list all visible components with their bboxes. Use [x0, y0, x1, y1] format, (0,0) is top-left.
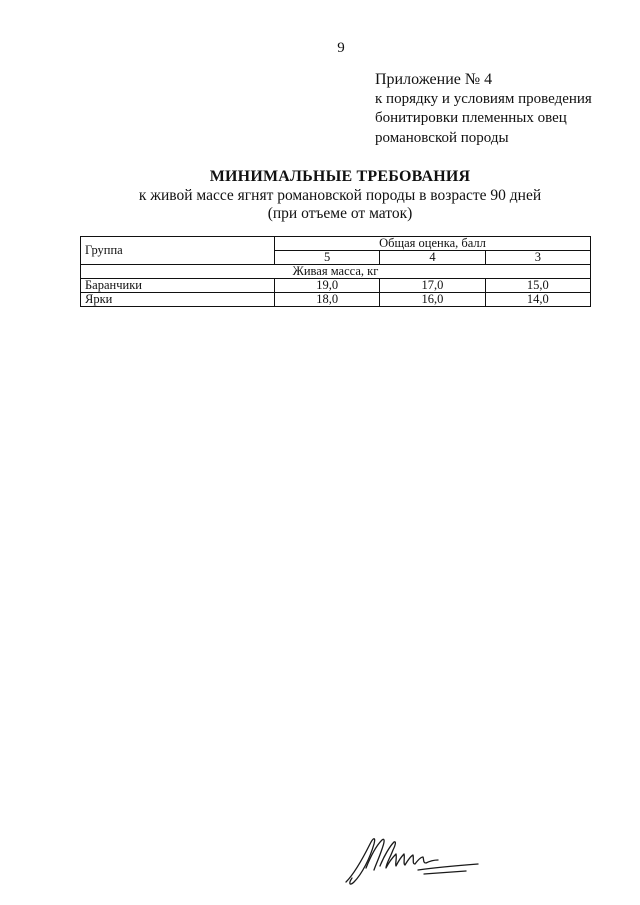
score-cell: 3 — [485, 251, 590, 265]
table-header-row — [81, 237, 591, 251]
score-header-cell: Общая оценка, балл — [275, 237, 591, 251]
value-cell: 17,0 — [380, 279, 485, 293]
value-cell: 18,0 — [275, 293, 380, 307]
group-cell: Ярки — [81, 293, 275, 307]
score-cell: 5 — [275, 251, 380, 265]
value-cell: 16,0 — [380, 293, 485, 307]
title-block — [60, 167, 620, 223]
value-cell: 15,0 — [485, 279, 590, 293]
document-title: МИНИМАЛЬНЫЕ ТРЕБОВАНИЯ — [209, 168, 471, 185]
group-cell: Баранчики — [81, 279, 275, 293]
table-row — [81, 279, 591, 293]
page-number: 9 — [337, 40, 345, 56]
group-header-cell: Группа — [81, 237, 275, 265]
table-row — [81, 293, 591, 307]
requirements-table — [80, 236, 591, 307]
signature — [340, 830, 490, 895]
value-cell: 14,0 — [485, 293, 590, 307]
appendix-line: к порядку и условиям проведения — [375, 90, 592, 107]
signature-icon — [340, 830, 490, 890]
appendix-line: Приложение № 4 — [375, 71, 493, 88]
appendix-line: романовской породы — [375, 129, 509, 146]
table-mass-header-row — [81, 265, 591, 279]
document-subtitle: к живой массе ягнят романовской породы в возрасте 90 дней — [138, 187, 542, 204]
document-subtitle: (при отъеме от маток) — [267, 205, 413, 222]
score-cell: 4 — [380, 251, 485, 265]
appendix-header — [375, 70, 592, 148]
appendix-line: бонитировки племенных овец — [375, 110, 567, 126]
mass-header-cell: Живая масса, кг — [81, 265, 591, 279]
value-cell: 19,0 — [275, 279, 380, 293]
